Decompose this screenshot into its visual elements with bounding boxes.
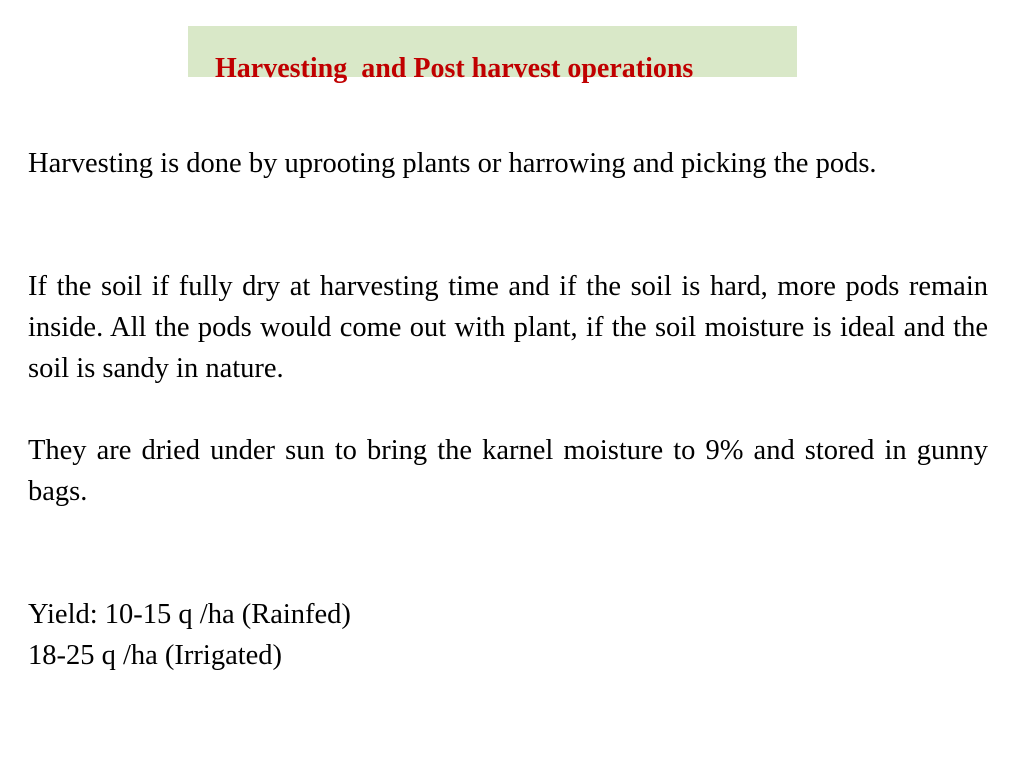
paragraph-drying-storage: They are dried under sun to bring the karnel moisture to 9% and stored in gunny bags.	[28, 435, 988, 507]
paragraph-harvesting-method: Harvesting is done by uprooting plants or harrowing and picking the pods.	[28, 148, 877, 179]
paragraph-soil-condition: If the soil if fully dry at harvesting time and if the soil is hard, more pods remain inside. All the pods would come out with plant, if the soil moisture is ideal and the soil is sandy in nature.	[28, 271, 988, 384]
slide-title: Harvesting and Post harvest operations	[215, 53, 694, 84]
yield-irrigated: 18-25 q /ha (Irrigated)	[28, 640, 283, 671]
yield-rainfed: Yield: 10-15 q /ha (Rainfed)	[28, 599, 351, 630]
title-banner	[188, 26, 797, 84]
